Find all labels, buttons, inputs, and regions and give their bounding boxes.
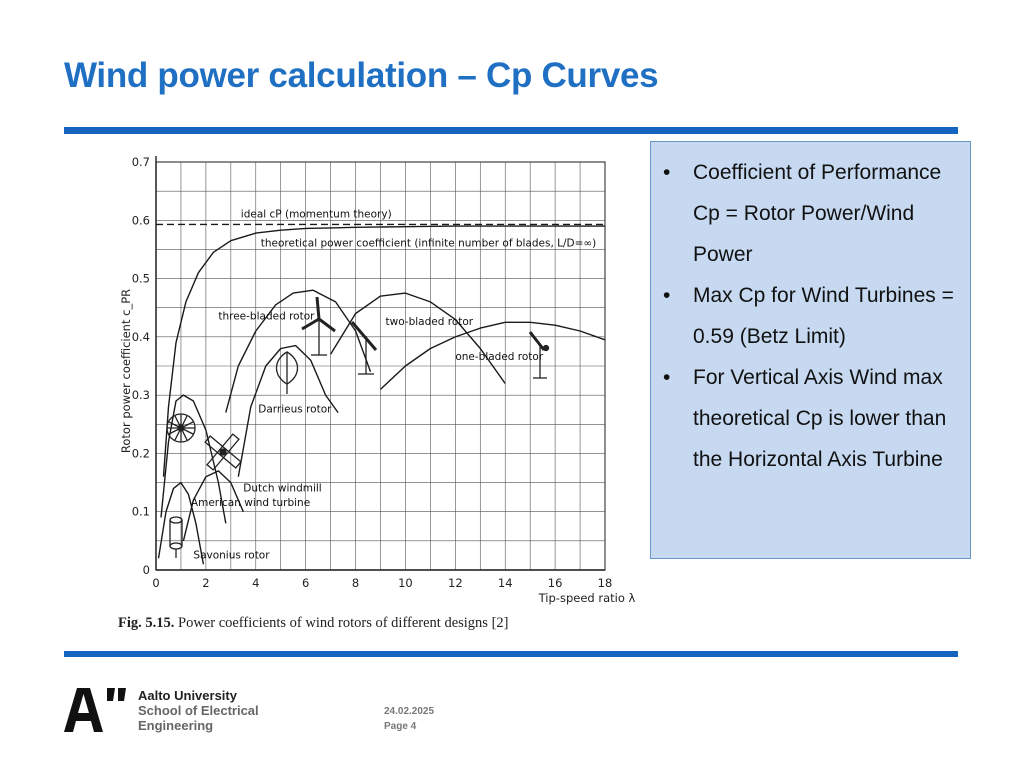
series-line [331, 293, 506, 383]
y-tick-label: 0.7 [131, 155, 150, 169]
y-axis-label: Rotor power coefficient c_PR [119, 288, 133, 454]
figure-caption [118, 615, 508, 632]
footer-meta [384, 704, 434, 734]
savonius-rotor-icon [170, 517, 182, 558]
x-tick-label: 10 [398, 576, 413, 590]
series-annotation: Savonius rotor [193, 549, 270, 562]
page-title: Wind power calculation – Cp Curves [64, 56, 659, 95]
y-tick-label: 0.5 [131, 271, 150, 286]
x-tick-label: 16 [547, 576, 563, 590]
x-axis-label: Tip-speed ratio λ [538, 591, 636, 605]
note-text: Max Cp for Wind Turbines = 0.59 (Betz Limit) [693, 284, 954, 348]
y-tick-label: 0.2 [131, 446, 150, 461]
school-line-1: School of Electrical [138, 703, 259, 718]
footer-divider [64, 651, 958, 657]
series-annotation: American wind turbine [190, 496, 311, 509]
notes-box [650, 141, 971, 559]
series-annotation: two-bladed rotor [385, 316, 474, 329]
three-bladed-rotor-icon [302, 297, 335, 355]
series-line [226, 290, 371, 412]
aalto-logo-icon [64, 688, 128, 732]
bullet-icon: • [663, 161, 671, 184]
series-annotation: ideal cP (momentum theory) [240, 208, 392, 221]
series-annotation: three-bladed rotor [218, 310, 315, 323]
series-annotation: Darrieus rotor [258, 403, 332, 416]
figure-caption-text: Power coefficients of wind rotors of different designs [2] [178, 615, 509, 631]
y-tick-label: 0.3 [131, 388, 150, 403]
cp-curves-chart [112, 146, 636, 612]
figure-caption-label: Fig. 5.15. [118, 615, 175, 631]
title-divider [64, 127, 958, 134]
x-tick-label: 8 [351, 576, 360, 590]
series-annotation: one-bladed rotor [455, 351, 544, 364]
university-name [138, 688, 259, 733]
bullet-icon: • [663, 284, 671, 307]
x-tick-label: 6 [302, 576, 310, 590]
page-number: Page 4 [384, 721, 417, 732]
y-tick-label: 0.4 [131, 329, 150, 344]
y-tick-label: 0.1 [131, 504, 150, 519]
school-line-2: Engineering [138, 718, 214, 733]
note-item [651, 275, 970, 357]
y-tick-label: 0.6 [131, 213, 150, 228]
american-turbine-icon [167, 414, 195, 442]
series-annotation: Dutch windmill [243, 482, 322, 495]
note-item [651, 152, 970, 275]
slide-date: 24.02.2025 [384, 706, 435, 717]
y-tick-label: 0 [142, 563, 150, 577]
x-tick-label: 2 [202, 576, 210, 590]
note-item [651, 357, 970, 480]
x-tick-label: 4 [252, 576, 260, 590]
note-text: Coefficient of Performance Cp = Rotor Power/Wind Power [693, 161, 942, 266]
series-annotation: theoretical power coefficient (infinite number of blades, L/D=∞) [260, 237, 597, 250]
x-tick-label: 18 [597, 576, 613, 590]
note-text: For Vertical Axis Wind max theoretical Cp is lower than the Horizontal Axis Turbine [693, 366, 947, 471]
x-tick-label: 12 [448, 576, 463, 590]
darrieus-rotor-icon [277, 352, 298, 394]
bullet-icon: • [663, 366, 671, 389]
x-tick-label: 0 [152, 576, 160, 590]
x-tick-label: 14 [497, 576, 513, 590]
university-title: Aalto University [138, 688, 237, 703]
